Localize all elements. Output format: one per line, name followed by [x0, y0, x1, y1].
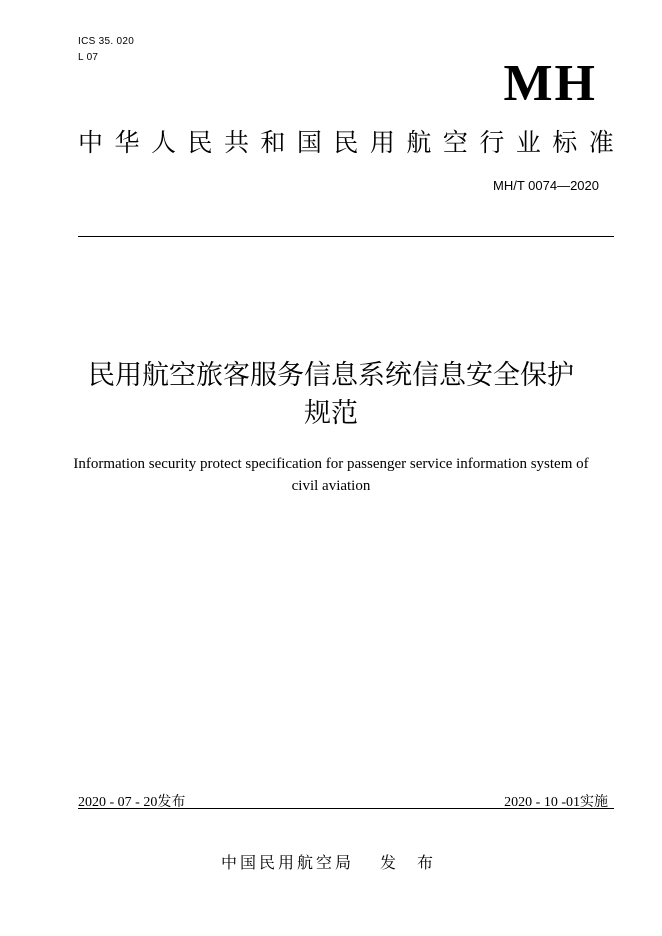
publish-action: 发 布	[379, 853, 442, 872]
standard-name-char: 共	[223, 128, 249, 157]
implementation-date: 2020 - 10 -01实施	[504, 795, 608, 810]
standard-name-char: 用	[369, 128, 395, 157]
header-divider	[78, 236, 614, 237]
standard-name-char: 空	[442, 128, 468, 157]
title-chinese-line-1: 民用航空旅客服务信息系统信息安全保护	[88, 360, 574, 391]
standard-name-char: 准	[588, 128, 614, 157]
title-english-line-1: Information security protect specification for passenger service information system of	[73, 456, 589, 472]
publisher-line	[0, 850, 662, 873]
title-english	[50, 453, 612, 497]
title-english-line-2: civil aviation	[291, 478, 371, 494]
standard-name-char: 和	[260, 128, 286, 157]
standard-name-char: 人	[150, 128, 176, 157]
standard-name-char: 华	[114, 128, 140, 157]
mh-logo: MH	[503, 55, 597, 112]
classification-block	[78, 34, 134, 66]
standard-name-char: 航	[406, 128, 432, 157]
issue-date: 2020 - 07 - 20发布	[78, 795, 186, 810]
title-chinese-line-2: 规范	[304, 398, 358, 429]
footer-divider	[78, 808, 614, 809]
standard-name-char: 行	[479, 128, 505, 157]
publisher-name: 中国民用航空局	[220, 853, 354, 872]
standard-name	[78, 126, 614, 160]
standard-code: MH/T 0074—2020	[493, 178, 599, 193]
standard-name-char: 民	[187, 128, 213, 157]
ics-code: ICS 35. 020	[78, 36, 135, 47]
standard-name-char: 民	[333, 128, 359, 157]
ccs-code: L 07	[78, 52, 99, 63]
standard-name-char: 中	[78, 128, 104, 157]
title-chinese	[0, 357, 662, 433]
standard-name-char: 标	[552, 128, 578, 157]
standard-name-char: 国	[296, 128, 322, 157]
standard-name-char: 业	[515, 128, 541, 157]
